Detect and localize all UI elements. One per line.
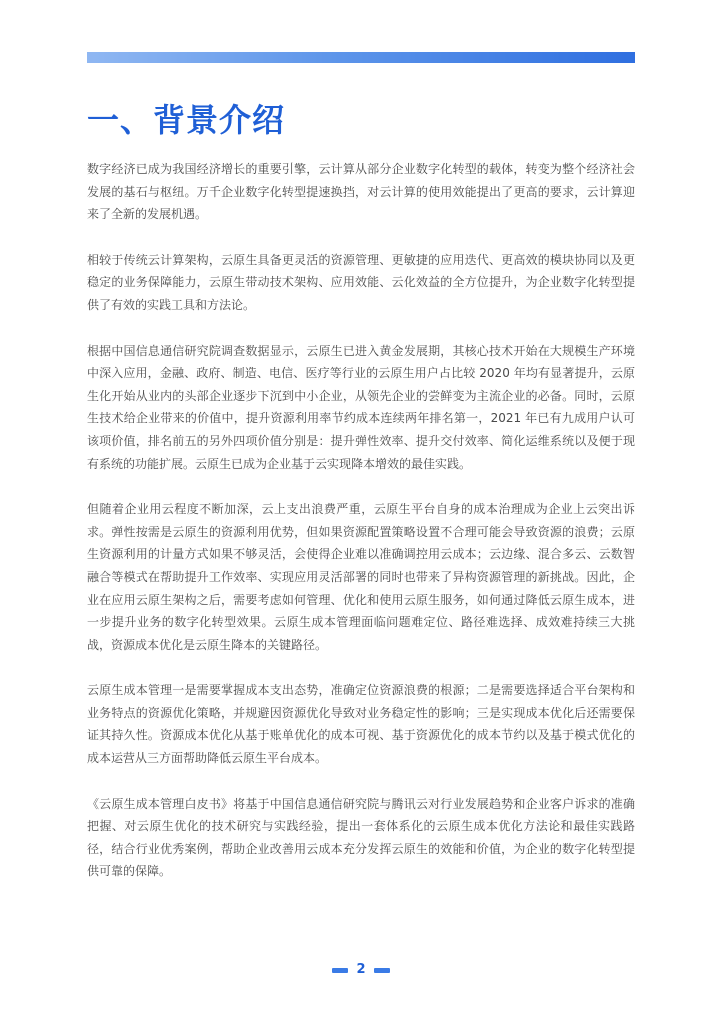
paragraph: 根据中国信息通信研究院调查数据显示，云原生已进入黄金发展期，其核心技术开始在大规模生产环境中深入应用，金融、政府、制造、电信、医疗等行业的云原生用户占比较 2020 年均有显著提升，云原生化开始从业内的头部企业逐步下沉到中小企业，从领先企业的尝鲜变为主流企业的必备。同时，云原生技术给企业带来的价值中，提升资源利用率节约成本连续两年排名第一，2021 年已有九成用户认可该项价值，排名前五的另外四项价值分别是：提升弹性效率、提升交付效率、简化运维系统以及便于现有系统的功能扩展。云原生已成为企业基于云实现降本增效的最佳实践。 xyxy=(87,343,635,471)
paragraph: 但随着企业用云程度不断加深，云上支出浪费严重，云原生平台自身的成本治理成为企业上云突出诉求。弹性按需是云原生的资源利用优势，但如果资源配置策略设置不合理可能会导致资源的浪费；云原生资源利用的计量方式如果不够灵活，会使得企业难以准确调控用云成本；云边缘、混合多云、云数智融合等模式在帮助提升工作效率、实现应用灵活部署的同时也带来了异构资源管理的新挑战。因此，企业在应用云原生架构之后，需要考虑如何管理、优化和使用云原生服务，如何通过降低云原生成本，进一步提升业务的数字化转型效果。云原生成本管理面临问题难定位、路径难选择、成效难持续三大挑战，资源成本优化是云原生降本的关键路径。 xyxy=(87,502,635,652)
header-accent-bar xyxy=(87,52,635,63)
footer-right-dash xyxy=(374,968,390,973)
paragraph: 相较于传统云计算架构，云原生具备更灵活的资源管理、更敏捷的应用迭代、更高效的模块协同以及更稳定的业务保障能力，云原生带动技术架构、应用效能、云化效益的全方位提升，为企业数字化转型提供了有效的实践工具和方法论。 xyxy=(87,252,635,312)
page-number: 2 xyxy=(356,962,366,977)
paragraph: 数字经济已成为我国经济增长的重要引擎，云计算从部分企业数字化转型的载体，转变为整个经济社会发展的基石与枢纽。万千企业数字化转型提速换挡，对云计算的使用效能提出了更高的要求，云计算迎来了全新的发展机遇。 xyxy=(87,162,635,222)
paragraph: 云原生成本管理一是需要掌握成本支出态势，准确定位资源浪费的根源；二是需要选择适合平台架构和业务特点的资源优化策略，并规避因资源优化导致对业务稳定性的影响；三是实现成本优化后还需要保证其持久性。资源成本优化从基于账单优化的成本可视、基于资源优化的成本节约以及基于模式优化的成本运营从三方面帮助降低云原生平台成本。 xyxy=(87,683,635,766)
body-content xyxy=(87,158,635,906)
section-title: 一、背景介绍 xyxy=(87,101,286,139)
paragraph: 《云原生成本管理白皮书》将基于中国信息通信研究院与腾讯云对行业发展趋势和企业客户诉求的准确把握、对云原生优化的技术研究与实践经验，提出一套体系化的云原生成本优化方法论和最佳实践路径，结合行业优秀案例，帮助企业改善用云成本充分发挥云原生的效能和价值，为企业的数字化转型提供可靠的保障。 xyxy=(87,796,635,879)
footer-left-dash xyxy=(332,968,348,973)
page-footer xyxy=(0,960,722,980)
